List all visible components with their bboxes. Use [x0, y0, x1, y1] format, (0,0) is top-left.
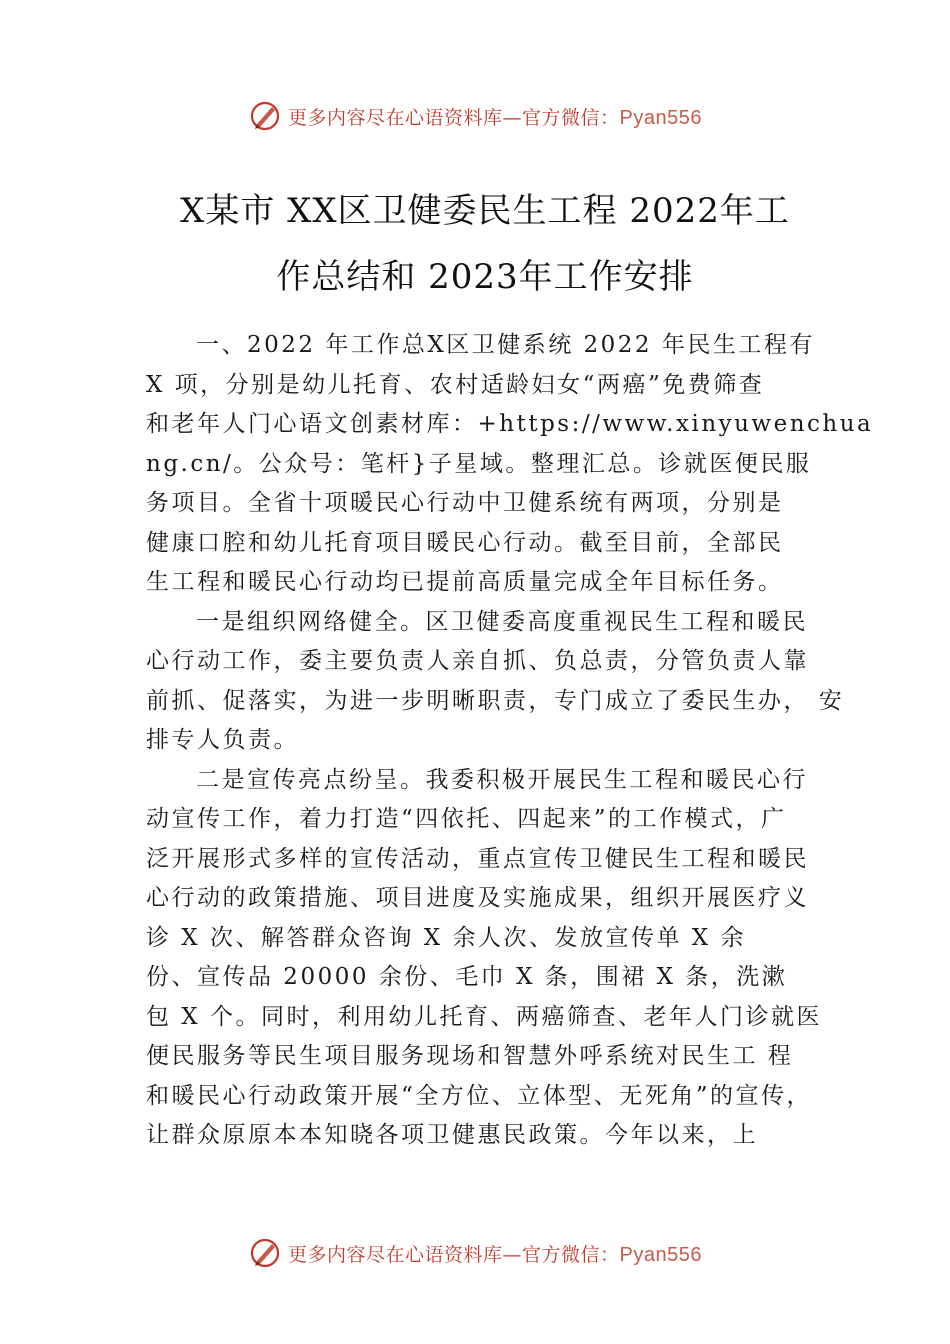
- body-line: 二是宣传亮点纷呈。我委积极开展民生工程和暖民心行: [196, 766, 808, 793]
- title-line-2: 作总结和 2023年工作安排: [276, 257, 694, 297]
- body-line: 健康口腔和幼儿托育项目暖民心行动。截至目前，全部民: [146, 529, 784, 556]
- body-line: 泛开展形式多样的宣传活动，重点宣传卫健民生工程和暖民: [146, 845, 809, 872]
- body-line: ng.cn/。公众号：笔杆}子星域。整理汇总。诊就医便民服: [146, 450, 812, 477]
- body-line: 心行动工作，委主要负责人亲自抓、负总责，分管负责人靠: [146, 648, 809, 674]
- footer-watermark: [0, 1233, 950, 1273]
- body-line: 便民服务等民生项目服务现场和智慧外呼系统对民生工 程: [146, 1043, 794, 1069]
- body-line: X 项，分别是幼儿托育、农村适龄妇女“两癌”免费筛查: [146, 371, 765, 398]
- body-line: 份、宣传品 20000 余份、毛巾 X 条，围裙 X 条，洗漱: [146, 964, 788, 990]
- body-line: 和老年人门心语文创素材库：+https://www.xinyuwenchua: [146, 411, 874, 437]
- body-line: 务项目。全省十项暖民心行动中卫健系统有两项，分别是: [146, 490, 784, 516]
- body-line: 和暖民心行动政策开展“全方位、立体型、无死角”的宣传，: [146, 1082, 813, 1109]
- body-line: 一、2022 年工作总X区卫健系统 2022 年民生工程有: [196, 332, 815, 358]
- body-line: 心行动的政策措施、项目进度及实施成果，组织开展医疗义: [146, 885, 809, 911]
- pen-logo-icon: [248, 1236, 282, 1270]
- document-body: [146, 326, 874, 1156]
- header-watermark: [0, 96, 950, 136]
- watermark-text: 更多内容尽在心语资料库—官方微信：Pyan556: [288, 1243, 702, 1266]
- body-line: 前抓、促落实，为进一步明晰职责，专门成立了委民生办， 安: [146, 687, 845, 714]
- body-line: 一是组织网络健全。区卫健委高度重视民生工程和暖民: [196, 608, 808, 635]
- pen-logo-icon: [248, 99, 282, 133]
- body-line: 让群众原原本本知晓各项卫健惠民政策。今年以来，上: [146, 1122, 758, 1148]
- watermark-text: 更多内容尽在心语资料库—官方微信：Pyan556: [288, 106, 702, 129]
- body-line: 排专人负责。: [146, 727, 299, 753]
- body-line: 包 X 个。同时，利用幼儿托育、两癌筛查、老年人门诊就医: [146, 1003, 822, 1030]
- document-title: [140, 178, 830, 310]
- body-line: 诊 X 次、解答群众咨询 X 余人次、发放宣传单 X 余: [146, 924, 746, 951]
- body-line: 生工程和暖民心行动均已提前高质量完成全年目标任务。: [146, 569, 784, 595]
- body-line: 动宣传工作，着力打造“四依托、四起来”的工作模式，广: [146, 806, 787, 832]
- title-line-1: X某市 XX区卫健委民生工程 2022年工: [180, 191, 790, 231]
